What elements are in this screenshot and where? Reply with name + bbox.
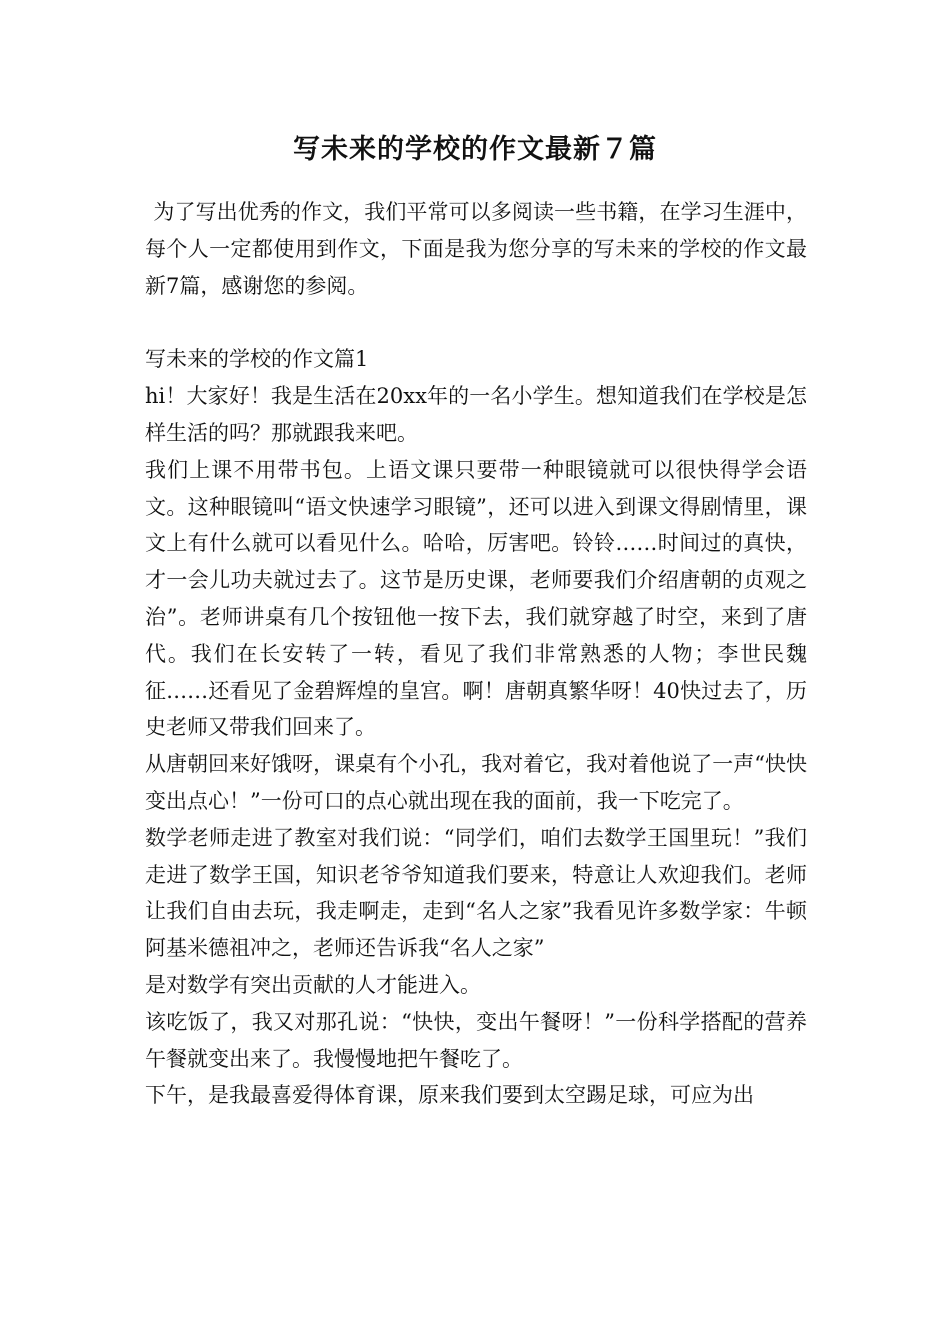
body-paragraph: hi！大家好！我是生活在20xx年的一名小学生。想知道我们在学校是怎样生活的吗？那就跟我来吧。 bbox=[145, 384, 807, 445]
intro-paragraph: 为了写出优秀的作文，我们平常可以多阅读一些书籍，在学习生涯中，每个人一定都使用到作文，下面是我为您分享的写未来的学校的作文最新7篇，感谢您的参阅。 bbox=[145, 200, 807, 298]
paragraph-spacer bbox=[145, 304, 807, 341]
document-body bbox=[145, 194, 807, 1114]
body-paragraph: 是对数学有突出贡献的人才能进入。 bbox=[145, 972, 481, 997]
body-paragraph: 我们上课不用带书包。上语文课只要带一种眼镜就可以很快得学会语文。这种眼镜叫“语文快速学习眼镜”，还可以进入到课文得剧情里，课文上有什么就可以看见什么。哈哈，厉害吧。铃铃……时间过的真快，才一会儿功夫就过去了。这节是历史课，老师要我们介绍唐朝的贞观之治”。老师讲桌有几个按钮他一按下去，我们就穿越了时空，来到了唐代。我们在长安转了一转，看见了我们非常熟悉的人物；李世民魏征……还看见了金碧辉煌的皇宫。啊！唐朝真繁华呀！40快过去了，历史老师又带我们回来了。 bbox=[145, 457, 807, 740]
document-title: 写未来的学校的作文最新７篇 bbox=[293, 134, 657, 165]
body-paragraph: 下午，是我最喜爱得体育课，原来我们要到太空踢足球，可应为出 bbox=[145, 1083, 754, 1108]
body-paragraph: 数学老师走进了教室对我们说：“同学们，咱们去数学王国里玩！”我们走进了数学王国，知识老爷爷知道我们要来，特意让人欢迎我们。老师让我们自由去玩，我走啊走，走到“名人之家”我看见许多数学家：牛顿阿基米德祖冲之，老师还告诉我“名人之家” bbox=[145, 825, 807, 961]
body-paragraph: 从唐朝回来好饿呀，课桌有个小孔，我对着它，我对着他说了一声“快快变出点心！”一份可口的点心就出现在我的面前，我一下吃完了。 bbox=[145, 752, 807, 813]
section-heading: 写未来的学校的作文篇1 bbox=[145, 347, 369, 372]
body-paragraph: 该吃饭了，我又对那孔说：“快快，变出午餐呀！”一份科学搭配的营养午餐就变出来了。我慢慢地把午餐吃了。 bbox=[145, 1009, 807, 1071]
